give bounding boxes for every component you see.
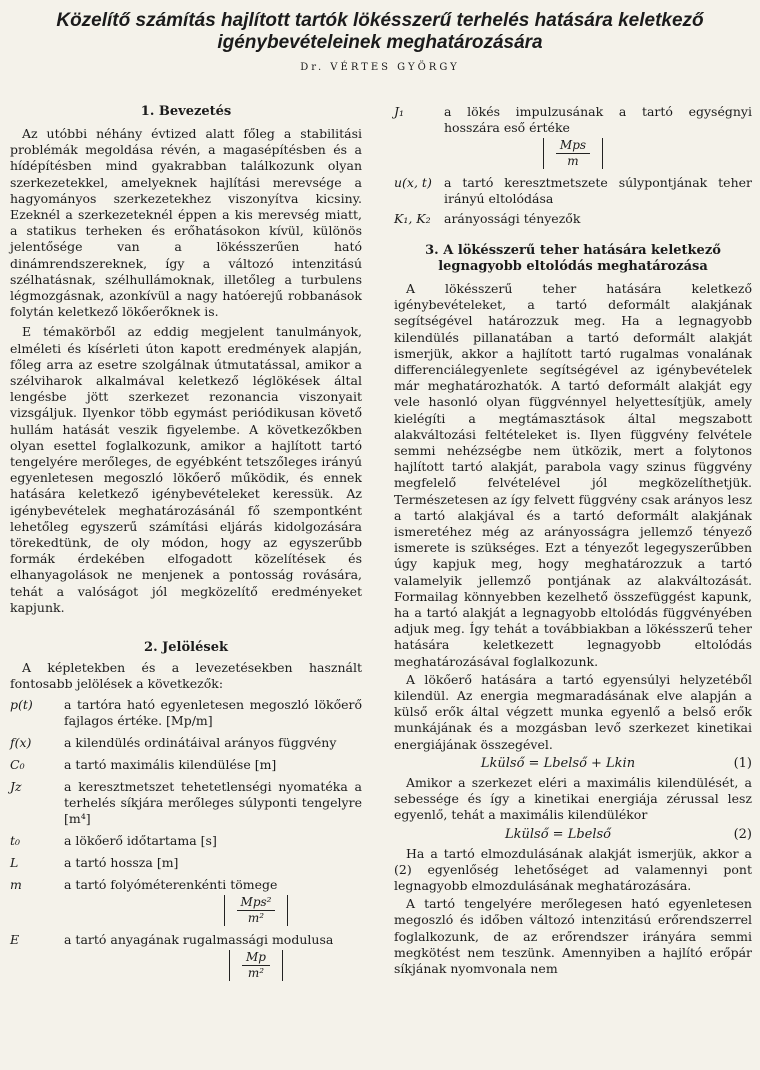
section-3-paragraph-2: A lökőerő hatására a tartó egyensúlyi helyzetéből kilendül. Az energia megmaradásának elve alapján a külső erők által végzett munka egyenlő a belső erők munkájának és a mozgásban levő szerkezet kinetikai energiájának összegével. (394, 671, 752, 752)
notation-symbol: t₀ (10, 832, 21, 848)
notation-item (10, 855, 362, 871)
notation-definition: a keresztmetszet tehetetlenségi nyomatéka a terhelés síkjára merőleges súlyponti tengelyre [m⁴] (64, 778, 362, 826)
notation-item (10, 833, 362, 849)
notation-symbol: L (10, 854, 19, 870)
section-2-intro: A képletekben és a levezetésekben használt fontosabb jelölések a következők: (10, 660, 362, 692)
equation-1-number: (1) (733, 755, 752, 771)
notation-symbol: C₀ (10, 756, 25, 772)
notation-definition: a lökés impulzusának a tartó egységnyi hosszára eső értéke (444, 104, 752, 135)
unit-numerator: Mps² (237, 895, 276, 911)
unit-bracket (150, 950, 362, 981)
section-1-paragraph-1: Az utóbbi néhány évtized alatt főleg a stabilitási problémák megoldása révén, a magasépítésben és a hídépítésben mind gyakrabban találkozunk olyan szerkezetekkel, amelyeknek hajlítási merevsége a hagyományos szerkezetekhez viszonyítva kicsiny. Ezeknél a szerkezeteknél éppen a kis merevség miatt, a statikus terheken és erőhatásokon kívül, különös jelentősége van a lökésszerűen ható dinámrendszereknek, így a változó intenzitású szélhatásnak, szélhullámoknak, illetőleg a turbulens légmozgásnak, azonkívül a nagy hatóerejű robbanások folytán keletkező lökőerőknek is. (10, 126, 362, 320)
notation-symbol: p(t) (10, 696, 33, 712)
unit-denominator: m (567, 154, 579, 168)
notation-item (10, 757, 362, 773)
notation-item (10, 697, 362, 729)
equation-2-number: (2) (733, 826, 752, 842)
notation-definition: a tartó anyagának rugalmassági modulusa (64, 931, 334, 947)
unit-numerator: Mps (556, 138, 590, 154)
notation-symbol: m (10, 876, 22, 892)
notation-symbol: K₁, K₂ (394, 211, 431, 226)
paper-title: Közelítő számítás hajlított tartók lökésszerű terhelés hatására keletkező igénybevételeinek meghatározására (56, 10, 704, 53)
left-column (10, 104, 362, 987)
notation-item (10, 932, 362, 948)
notation-definition: a tartó maximális kilendülése [m] (64, 756, 277, 772)
notation-item (394, 104, 752, 136)
unit-denominator: m² (247, 965, 265, 980)
author: Dr. VÉRTES GYÖRGY (300, 62, 460, 73)
unit-bracket (394, 138, 752, 169)
notation-item (394, 175, 752, 207)
notation-symbol: f(x) (10, 734, 32, 750)
notation-definition: a tartó hossza [m] (64, 854, 179, 870)
section-1-heading: 1. Bevezetés (140, 104, 232, 119)
section-3-paragraph-5: A tartó tengelyére merőlegesen ható egyenletesen megoszló és időben változó intenzitású erőrendszerrel foglalkozunk, de az erőrendszer irányára semmi megkötést nem teszünk. Amennyiben a hajlító erőpár síkjának nyomvonala nem (394, 896, 752, 976)
notation-definition: a kilendülés ordinátáival arányos függvény (64, 734, 337, 750)
section-3-paragraph-1: A lökésszerű teher hatására keletkező igénybevételeket, a tartó deformált alakjának segítségével határozzuk meg. Ha a legnagyobb kilendülés pillanatában a tartó deformált alakját ismerjük, akkor a hajlított tartó rugalmas vonalának differenciálegyenlete segítségével az igénybevételek már meghatározhatók. A tartó deformált alakját egy vele hasonló olyan függvénnyel helyettesítjük, amely kielégíti a megtámasztások által megszabott alakváltozási feltételeket is. Ilyen függvény felvétele semmi nehézségbe nem ütközik, mert a folytonos hajlított tartó alakját, parabola vagy szinus függvény megfelelő felvételével jól megközelíthetjük. Természetesen az így felvett függvény csak arányos lesz a tartó alakjával és a tartó deformált alakjának ismeretéhez még az arányosságra jellemző tényező ismerete is szükséges. Ezt a tényezőt legegyszerűbben úgy kapjuk meg, hogy meghatározzuk a tartó valamelyik jellemző pontjának az alakváltozását. Formailag könnyebben kezelhető összefüggést kapunk, ha a tartó alakját a legnagyobb eltolódás függvényében adjuk meg. Így tehát a továbbiakban a lökésszerű teher hatására keletkezett legnagyobb eltolódás meghatározásával foglalkozunk. (394, 281, 752, 669)
notation-item (10, 735, 362, 751)
equation-2 (394, 826, 752, 844)
notation-definition: a tartó folyóméterenkénti tömege (64, 876, 278, 892)
section-2-heading: 2. Jelölések (144, 640, 228, 656)
section-1-paragraph-2: E témakörből az eddig megjelent tanulmányok, elméleti és kísérleti úton kapott eredmények alapján, főleg arra az esetre szolgálnak útmutatással, amikor a szélviharok alkalmával keletkező léglökések által lengésbe jött szerkezet rezonancia viszonyait vizsgáljuk. Ilyenkor több egymást periódikusan követő hullám hatását veszik figyelembe. A következőkben olyan esettel foglalkozunk, amikor a hajlított tartó tengelyére merőleges, de egyébként tetszőleges irányú egyenletesen megoszló lökőerő működik, és ennek hatására keletkező igénybevételeket keressük. Az igénybevételek meghatározásánál fő szempontként lehetőleg egyszerű számítási eljárás kidolgozására törekedtünk, de oly módon, hogy az egyszerűbb formák érdekében elfogadott közelítések és elhanyagolások ne menjenek a pontosság rovására, tehát a valóságot jól megközelítő eredményeket kapjunk. (10, 324, 362, 615)
notation-symbol: J₁ (394, 104, 405, 119)
section-3-paragraph-4: Ha a tartó elmozdulásának alakját ismerjük, akkor a (2) egyenlőség lehetőséget ad valamennyi pont legnagyobb elmozdulásának meghatározására. (394, 845, 752, 893)
notation-item (10, 877, 362, 893)
notation-symbol: u(x, t) (394, 175, 432, 190)
equation-1 (394, 755, 752, 773)
notation-definition: a tartóra ható egyenletesen megoszló lökőerő fajlagos értéke. [Mp/m] (64, 696, 362, 728)
unit-denominator: m² (247, 910, 265, 925)
notation-symbol: Jz (10, 778, 22, 794)
unit-bracket (150, 895, 362, 926)
notation-definition: a lökőerő időtartama [s] (64, 832, 217, 848)
notation-definition: arányossági tényezők (444, 211, 581, 226)
equation-2-expression: Lkülső = Lbelső (505, 826, 611, 842)
right-column (394, 104, 752, 977)
notation-item (394, 211, 752, 227)
section-3-paragraph-3: Amikor a szerkezet eléri a maximális kilendülését, a sebessége és így a kinetikai energiája zérussal lesz egyenlő, tehát a maximális kilendülékor (394, 774, 752, 823)
notation-symbol: E (10, 931, 20, 947)
equation-1-expression: Lkülső = Lbelső + Lkin (480, 755, 636, 771)
notation-definition: a tartó keresztmetszete súlypontjának teher irányú eltolódása (444, 175, 752, 206)
unit-numerator: Mp (242, 950, 270, 966)
section-3-heading: 3. A lökésszerű teher hatására keletkező legnagyobb eltolódás meghatározása (425, 243, 721, 274)
notation-item (10, 779, 362, 827)
